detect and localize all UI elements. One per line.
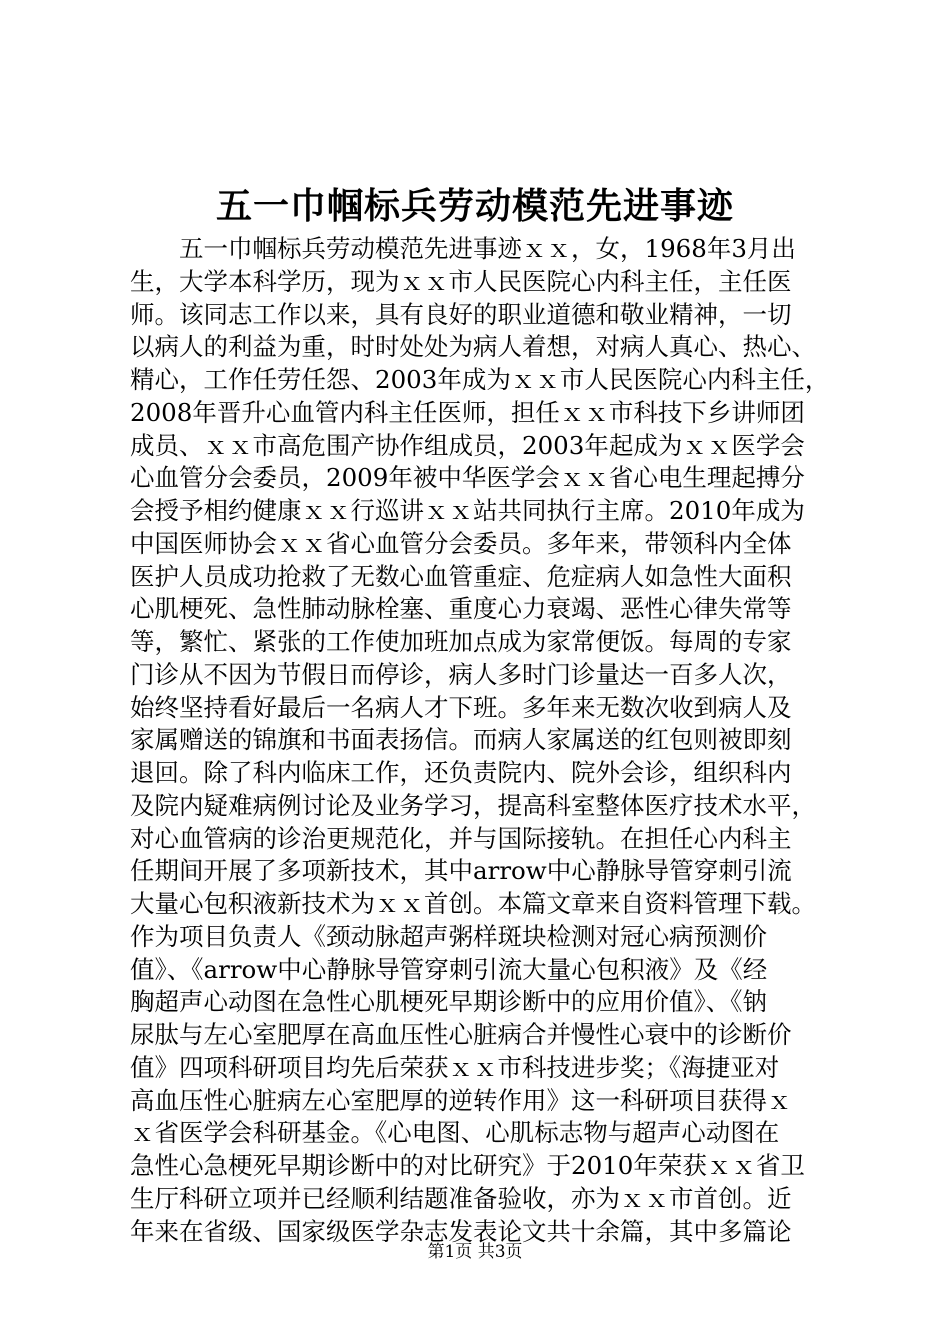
body-line: 高血压性心脏病左心室肥厚的逆转作用》这一科研项目获得ｘ: [130, 1085, 792, 1115]
body-line: 家属赠送的锦旗和书面表扬信。而病人家属送的红包则被即刻: [130, 725, 792, 755]
body-line: 会授予相约健康ｘｘ行巡讲ｘｘ站共同执行主席。2010年成为: [130, 496, 805, 525]
body-line: 急性心急梗死早期诊断中的对比研究》于2010年荣获ｘｘ省卫: [130, 1151, 805, 1180]
body-line: 2008年晋升心血管内科主任医师，担任ｘｘ市科技下乡讲师团: [130, 397, 805, 427]
body-line: 作为项目负责人《颈动脉超声粥样斑块检测对冠心病预测价: [130, 921, 767, 951]
body-line: 大量心包积液新技术为ｘｘ首创。本篇文章来自资料管理下载。: [130, 889, 816, 918]
body-line: 及院内疑难病例讨论及业务学习，提高科室整体医疗技术水平，: [130, 790, 816, 820]
page-footer: 第1页 共3页: [427, 1242, 523, 1262]
body-line: 门诊从不因为节假日而停诊，病人多时门诊量达一百多人次，: [130, 659, 792, 689]
body-line: 以病人的利益为重，时时处处为病人着想，对病人真心、热心、: [130, 332, 816, 362]
body-line: 精心，工作任劳任怨、2003年成为ｘｘ市人民医院心内科主任，: [130, 365, 830, 394]
body-line: 生，大学本科学历，现为ｘｘ市人民医院心内科主任，主任医: [130, 266, 792, 296]
body-line: ｘ省医学会科研基金。《心电图、心肌标志物与超声心动图在: [130, 1118, 780, 1148]
body-line: 等，繁忙、紧张的工作使加班加点成为家常便饭。每周的专家: [130, 627, 792, 656]
body-line: 五一巾帼标兵劳动模范先进事迹ｘｘ，女，1968年3月出: [130, 234, 796, 263]
body-line: 值》四项科研项目均先后荣获ｘｘ市科技进步奖；《海捷亚对: [130, 1052, 780, 1082]
body-line: 值》、《arrow中心静脉导管穿刺引流大量心包积液》及《经: [130, 954, 768, 984]
body-line: 心血管分会委员，2009年被中华医学会ｘｘ省心电生理起搏分: [130, 463, 805, 493]
body-line: 任期间开展了多项新技术，其中arrow中心静脉导管穿刺引流: [130, 856, 792, 886]
body-line: 心肌梗死、急性肺动脉栓塞、重度心力衰竭、恶性心律失常等: [130, 594, 792, 624]
body-line: 中国医师协会ｘｘ省心血管分会委员。多年来，带领科内全体: [130, 528, 792, 558]
body-line: 医护人员成功抢救了无数心血管重症、危症病人如急性大面积: [130, 561, 792, 591]
body-line: 生厅科研立项并已经顺利结题准备验收，亦为ｘｘ市首创。近: [130, 1183, 792, 1213]
body-line: 始终坚持看好最后一名病人才下班。多年来无数次收到病人及: [130, 692, 792, 722]
body-line: 胸超声心动图在急性心肌梗死早期诊断中的应用价值》、《钠: [130, 987, 767, 1017]
body-line: 成员、ｘｘ市高危围产协作组成员，2003年起成为ｘｘ医学会: [130, 430, 805, 460]
body-line: 对心血管病的诊治更规范化，并与国际接轨。在担任心内科主: [130, 823, 792, 853]
body-line: 年来在省级、国家级医学杂志发表论文共十余篇，其中多篇论: [130, 1216, 792, 1246]
document-title: 五一巾帼标兵劳动模范先进事迹: [215, 185, 734, 227]
body-line: 师。该同志工作以来，具有良好的职业道德和敬业精神，一切: [130, 299, 792, 329]
body-line: 退回。除了科内临床工作，还负责院内、院外会诊，组织科内: [130, 758, 792, 787]
document-body: [130, 233, 830, 1248]
body-line: 尿肽与左心室肥厚在高血压性心脏病合并慢性心衰中的诊断价: [130, 1020, 792, 1049]
